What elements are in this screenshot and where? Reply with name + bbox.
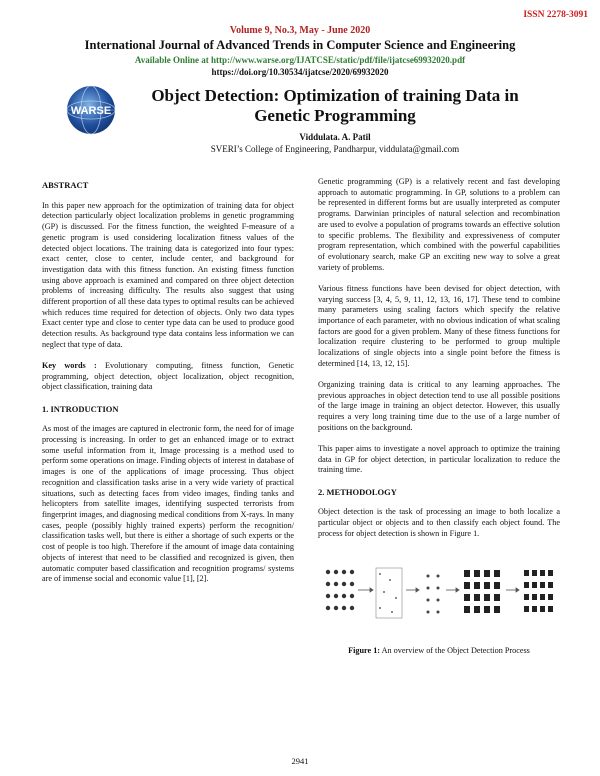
issn-number: ISSN 2278-3091 [523, 10, 588, 20]
abstract-heading: ABSTRACT [42, 180, 89, 190]
logo-text: WARSE [70, 105, 112, 117]
doi-link[interactable]: https://doi.org/10.30534/ijatcse/2020/69932020 [211, 67, 389, 77]
page-number: 2941 [291, 756, 309, 766]
online-url[interactable]: Available Online at http://www.warse.org/IJATCSE/static/pdf/file/ijatcse69932020.pdf [134, 55, 466, 65]
volume-info: Volume 9, No.3, May - June 2020 [229, 25, 371, 36]
introduction-paragraph: As most of the images are captured in electronic form, the need for of image processing is increasing. In order to get an enhanced image or to extract some useful information from it, Image processing is a method used to perform some operations on image. Finding objects of interest in database of images is one of the applications of image processing. Thus object recognition and classification tasks arise in a very wide variety of practical situations, such as detecting faces from video images, finding tanks and helicopters from satellite images, identifying suspected terrorists from fingerprint images, and diagnosing medical conditions from X-rays. In many cases, people (possibly highly trained experts) perform the recognition/ classification tasks well, but there is either a shortage of such experts or the cost of people is too high. Therefore if the amount of image data containing objects of interest that need to be classified and recognized is given, then automatic computer based classification and recognition programs/ systems are of immense social and economic value [1], [2]. [42, 424, 294, 584]
figure-panel-localization [376, 568, 402, 618]
paper-title: Object Detection: Optimization of training Data in Genetic Programming [151, 86, 519, 125]
figure-arrow-4 [506, 588, 519, 592]
keywords-text: Evolutionary computing, fitness function, Genetic programming, object detection, object localization, object recognition, object classification, training data [42, 361, 295, 392]
keywords [42, 361, 294, 393]
gp-paragraph: Genetic programming (GP) is a relatively recent and fast developing approach to automatic programming. In GP, solutions to a problem can be represented in different forms but are usually interpreted as computer programs. Darwinian principles of natural selection and recombination are used to evolve a population of programs towards an effective solution to specific problems. The flexibility and expressiveness of computer program representation, which combined with the powerful capabilities of evolutionary search, make GP an exciting new way to solve a great variety of problems. [318, 177, 560, 272]
object-detection-figure [318, 552, 558, 640]
training-data-paragraph: Organizing training data is critical to any learning approaches. The previous approaches in object detection tend to use all possible positions of the large image in training an object detector. However, this usually requires a very long training time due to the use of a large number of positions on the background. [318, 379, 560, 432]
figure-panel-classification [464, 570, 500, 613]
introduction-heading: 1. INTRODUCTION [42, 403, 119, 414]
right-column [318, 177, 560, 656]
abstract-paragraph: In this paper new approach for the optimization of training data for object detection particularly object localization problems in genetic programming (GP) is discussed. For the fitness function, the weighted F-measure of a genetic program is used considering localization fitness values of the detected object locations. The training data is categorized into four types: exact center, close to center, include center, and background for investigation data with this fitness function. An existing fitness function using above approach is examined and compared on three object detection problems of increasing difficulty. The results also suggest that using different proportion of all these data types to optimal results can be achieved which reduces time required for detection of objects. Only two data types Exact center type and close to center type data can be used to produce good detection results. As background type data contains less information we can neglect that type of data. [42, 200, 294, 349]
figure-label: Figure 1: [348, 645, 381, 655]
figure-caption-text: An overview of the Object Detection Process [380, 645, 530, 655]
figure-panel-results [524, 570, 553, 612]
keywords-label: Key words : [42, 361, 97, 371]
figure-caption [318, 646, 560, 657]
author-name: Viddulata. A. Patil [299, 132, 371, 142]
figure-arrow-3 [446, 588, 459, 592]
fitness-paragraph: Various fitness functions have been devised for object detection, with varying success [3, 4, 5, 9, 11, 12, 13, 16, 17]. These tend to combine many parameters using scaling factors which specify the relative importance of each parameter, with no obvious indication of what scaling factors are good for a given problem. Many of these fitness functions for localization require clustering to be performed to group multiple localizations of single objects into a single point before the fitness is determined [14, 13, 12, 15]. [318, 283, 560, 368]
figure-arrow-2 [406, 588, 419, 592]
author-affiliation: SVERI’s College of Engineering, Pandharpur, viddulata@gmail.com [210, 144, 460, 154]
methodology-heading: 2. METHODOLOGY [318, 486, 397, 497]
figure-arrow-1 [358, 588, 373, 592]
aim-paragraph: This paper aims to investigate a novel approach to optimize the training data in GP for object detection, in particular localization to reduce the training time. [318, 443, 560, 475]
left-column [42, 180, 294, 595]
warse-logo-icon [62, 84, 120, 136]
journal-title: International Journal of Advanced Trends in Computer Science and Engineering [84, 38, 516, 52]
figure-panel-input-images [326, 570, 354, 610]
methodology-paragraph: Object detection is the task of processing an image to both localize a particular object or objects and to then classify each object found. The process for object detection is shown in Figure 1. [318, 507, 560, 538]
figure-panel-candidates [427, 574, 440, 613]
